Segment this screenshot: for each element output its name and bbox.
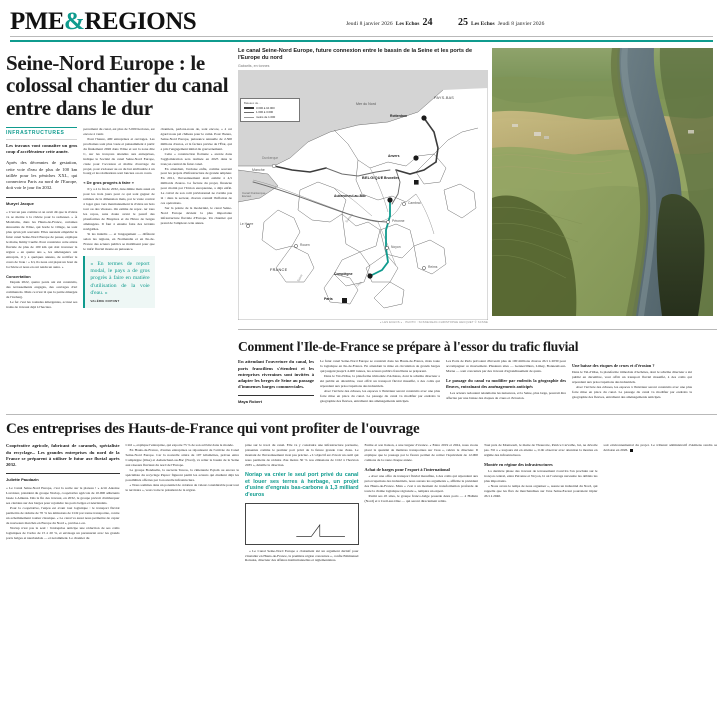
subhead-concertation: Concertation xyxy=(6,273,31,279)
bottom-column-3 xyxy=(245,443,359,563)
legend-swatch-thin-icon xyxy=(244,117,254,118)
legend-swatch-medium-icon xyxy=(244,112,254,113)
masthead xyxy=(6,0,717,34)
illustration-box xyxy=(245,503,359,545)
map-legend-item xyxy=(244,110,296,114)
body-paragraph: Avec l'arrivée des écluses, les espaces à l'intérieur seront construits avec une plus forte mise en place du canal. Le passage du canal va modifier par endroits la géographie des fleuves, entraînant des aménagements anticipés. xyxy=(320,389,440,404)
canal-seine-nord-route xyxy=(370,200,390,276)
city-dot-rouen xyxy=(294,244,297,247)
body-paragraph: Pour la coopérative, l'enjeu est avant tout logistique : le transport fluvial permettra de réduire de 70 % les émissions de CO2 par tonne transportée, contre un acheminement routier classique. « Le canal va aussi nous permettre de capter de nouveaux marchés en Europe du Nord », précise-t-on. xyxy=(6,505,120,525)
logo-text-post: REGIONS xyxy=(84,8,197,35)
city-dot-peronne xyxy=(386,220,389,223)
body-paragraph: « Avec une offre de transport fluvial massifiée, à des coûts qui répondent aux préoccupations des industriels, nous aurons les arguments », affirme le président des Hauts-de-France. Mais « c'est à un moment de transformation profonde de toute la chaîne logistique régionale », tempère un expert. xyxy=(364,474,478,494)
body-paragraph: Noriap n'est pas le seul : l'entreprise anticipe une réduction de ses coûts logistiques de l'ordre de 15 à 20 %, et envisage un partenariat avec les grands ports belges et néerlandais — et notamment. Le chantier du xyxy=(6,525,120,540)
idf-subhead-crues: Une baisse des risques de crues et d'érosion ? xyxy=(572,363,655,369)
map-figure xyxy=(238,48,488,324)
lead-story-right xyxy=(238,48,717,408)
map-legend xyxy=(240,98,300,122)
hero-photo xyxy=(492,48,713,316)
body-paragraph: Sur la pointe de la modernité, le canal Seine-Nord Europe devient la plus importante infrastructure fluviale d'Europe. Un chantier qui prend de l'ampleur cette année. xyxy=(160,206,232,226)
body-paragraph: « Le Canal Seine-Nord Europe a clairement été un argument décisif pour s'installer en Hauts-de-France, la première région concernée », confie Emmanuel Rotsaka, directeur des affaires institutionnelles et réglementaires. xyxy=(245,548,359,563)
map-label-belgique: BELGIQUE xyxy=(362,175,384,180)
map-label-rotterdam: Rotterdam xyxy=(390,113,407,118)
body-paragraph: Les Ports de Paris prévoient d'investir plus de 100 millions d'euros d'ici à 2030 pour accompagner ce mouvement. Plusieurs sites — Gennevilliers, Limay, Bonneuil-sur-Marne — sont concernés par des travaux d'agrandissement de quais. xyxy=(446,359,566,374)
masthead-accent-rule xyxy=(10,40,713,42)
body-paragraph: Le groupe Bonduelle, la sucrerie Tereos, la cimenterie Eqiom ou encore le spécialiste du recyclage Paprec figurent parmi les acteurs qui étudient déjà les possibilités offertes par la nouvelle infrastructure. xyxy=(125,468,239,483)
map-label-rouen: Rouen xyxy=(300,242,310,247)
idf-columns xyxy=(238,359,717,408)
body-paragraph: En Hauts-de-France, d'autres entreprises se réjouissent de l'arrivée du Canal Seine-Nord Europe. Car la nouvelle artère de 107 kilomètres, prévue entre Compiègne (Oise) et Aubencheul-au-Bac (Nord), va relier le bassin de la Seine aux réseaux fluviaux du nord de l'Europe. xyxy=(125,448,239,468)
body-paragraph: Parmi ses 45 sites, le groupe franco-belge possède deux ports — à Halluin (Nord) et à Creil-sur-Oise — qui seront directement reliés. xyxy=(364,494,478,504)
map-label-dunkerque: Dunkerque xyxy=(262,155,279,160)
map-label-seine: Seine xyxy=(296,273,304,283)
lead-story-left xyxy=(6,48,238,408)
map-credit: « LES ECHOS » · PHOTO : SCSNE/JEAN-CHRISTOPHE HECQUET © SCSNE xyxy=(379,320,488,324)
map-legend-item xyxy=(244,106,296,110)
map-label-france: FRANCE xyxy=(270,267,288,272)
bottom-column-6 xyxy=(604,443,718,563)
city-square-paris xyxy=(342,298,347,303)
section-kicker: INFRASTRUCTURES xyxy=(6,127,77,140)
idf-headline: Comment l'Ile-de-France se prépare à l'essor du trafic fluvial xyxy=(238,338,579,354)
map-label-reims: Reims xyxy=(428,264,438,269)
map-label-cambrai: Cambrai xyxy=(408,200,421,205)
body-paragraph: Si les intérêts — et l'engagement — diffèrent selon les régions, en Normandie et en Ile-de-France des acteurs publics se mobilisent pour que le trafic fluvial monte en puissance. xyxy=(83,231,155,251)
map-label-compiegne: Compiègne xyxy=(334,271,353,276)
pull-quote-attribution: VALÉRIE DUPONT xyxy=(90,299,120,304)
city-dot-noyon xyxy=(385,246,388,249)
map-label-aubencheul: Aubencheul-au-Bac xyxy=(334,193,366,198)
body-paragraph: soit environnemental du projet. Le tribunal administratif d'Amiens rendra sa décision en 2026. xyxy=(603,443,717,453)
bottom-column-5 xyxy=(484,443,598,563)
body-paragraph: « Nous avons le temps de nous organiser », assure un industriel du Nord, qui rappelle que les flux de marchandises sur l'axe Seine-Escaut pourraient tripler d'ici à 2040. xyxy=(484,484,598,499)
map-label-somme: Somme xyxy=(344,212,354,224)
map-label-lehavre: Le Havre xyxy=(240,221,254,226)
bottom-subhead-noriap: Noriap va créer le seul port privé du canal et louer ses terres à herbage, un projet d'usine d'engrais bas-carbone à 1,3 milliard d'euros xyxy=(245,472,359,498)
illustration-svg xyxy=(246,504,358,544)
page-title: Seine-Nord Europe : le colossal chantier du canal entre dans le dur xyxy=(6,51,229,120)
map-label-peronne: Péronne xyxy=(392,218,405,223)
end-mark xyxy=(630,449,633,452)
map-label-mer-du-nord: Mer du Nord xyxy=(356,101,376,106)
idf-column-1 xyxy=(238,359,314,408)
lead-summary: Les travaux vont connaître un gros coup d'accélérateur cette année. xyxy=(6,142,78,155)
map-label-noyon: Noyon xyxy=(391,244,401,249)
legend-swatch-thick-icon xyxy=(244,107,254,109)
bottom-columns xyxy=(6,443,717,563)
main-content xyxy=(6,48,717,408)
folio-right-page: 25 xyxy=(458,17,468,28)
body-paragraph: En attendant, l'ardoise enfle, comme souvent pour les projets d'infrastructure de grande ampleur. En 2011, l'investissement était estimé à 4,5 milliards d'euros. La facture du projet, financée pour moitié par l'Union européenne, a déjà enflé. Le calcul de son coût prévisionnel ne s'arrête pas là : dans le secteur, chacun connaît l'inflation de ces opérations. xyxy=(160,166,232,206)
idf-article xyxy=(238,329,717,408)
idf-column-4 xyxy=(572,359,692,408)
body-paragraph: CO2 », explique l'entreprise, qui exporte 75 % de son activité dans le monde. xyxy=(125,443,234,448)
folio-right-date: Jeudi 8 janvier 2026 xyxy=(497,21,545,27)
body-paragraph: Ferme et son liaison, a une largeur d'avance. « Entre 2019 et 2024, nous avons placé la quantité de matières transportées sur l'eau », relève le directeur. Il explique que le passage par le fleuve permet de retirer l'équivalent de 12.000 camions de la route chaque année. xyxy=(364,443,478,463)
body-paragraph: Avec l'arrivée des écluses, les espaces à l'intérieur seront construits avec une plus forte mise en place du canal. Le passage du canal va modifier par endroits la géographie des fleuves, entraînant des aménagements anticipés. xyxy=(572,385,692,400)
map-label-anvers: Anvers xyxy=(388,153,400,158)
body-paragraph: Pour l'heure, 400 entreprises et ouvrages. Les prochaines sont plus vaste et puissamment à partir du finalement 2026 dans l'Oise et sur la zone dite C, sur les tronçons attendus aux entreprises, indique le Société du canal Seine-Nord Europe, créée pour l'occasion et maître d'ouvrage du projet, pour s'adosser au ou du but attribuable à un bourg et les réalisations sont lancées ou en cours. xyxy=(83,136,155,176)
legend-label: 3.000 à 10.000 xyxy=(256,105,275,110)
map-legend-title: Bateaux de... xyxy=(244,100,261,105)
lead-column-2 xyxy=(83,127,154,311)
bottom-article xyxy=(6,414,717,563)
body-paragraph: Cette « construction flottante » ancrée dans l'agglomération sera réalisée en 2025 dans le tronçon central du futur canal. xyxy=(160,151,232,166)
idf-intro: En attendant l'ouverture du canal, les ports franciliens s'étendent et les entreprises riveraines sont invitées à adapter les berges de Seine au passage d'immenses barges commerciales. xyxy=(238,359,314,390)
body-paragraph: Les acteurs redoutent néanmoins les nuisances, et la Seine, plus large, pourrait être affectée par une baisse des risques de crues et d'érosion. xyxy=(446,391,566,401)
idf-subhead-passage: Le passage du canal va modifier par endroits la géographie des fleuves, entraînant des aménagements anticipés xyxy=(446,378,566,390)
city-dot-reims xyxy=(422,266,425,269)
bottom-column-1 xyxy=(6,443,120,563)
lead-column-3 xyxy=(161,127,232,311)
body-paragraph: chantiers, parlons-nous de, sont encore, « à cet égard nous pal château pour le camé. Pour l'heure, Seine-Nord Europe, puissance annuelle de 2.500 millions d'euros, et la facture prévue de l'État, qui a pris l'engagement initial du gouvernement. xyxy=(160,126,232,151)
bottom-column-2 xyxy=(126,443,240,563)
body-paragraph: Depuis 2022, quatre ponts ont été construits, des terrassements engagés, des ouvrages d'art commencés. Mais ce n'est là que la partie émergée de l'iceberg. xyxy=(6,280,78,300)
city-dot-dunkerque xyxy=(272,164,276,168)
idf-column-2 xyxy=(320,359,440,408)
body-paragraph: Dans le Val-d'Oise, la plateforme trimodale d'Achères, dont le schéma directeur a été publié en décembre, veut offrir un transport fluvial massifié, à des coûts qui répondent aux préoccupations des industriels. xyxy=(320,374,440,389)
hero-photo-svg xyxy=(492,48,713,316)
logo-text-pre: PME xyxy=(10,8,65,35)
body-paragraph: percement du canal, est plus de 5.000 hectares, est encore à venir. xyxy=(83,126,155,136)
subhead-progres: « De gros progrès à faire » xyxy=(83,180,134,186)
city-dot-cambrai xyxy=(402,202,405,205)
legend-label: moins de 1.000 xyxy=(256,114,276,119)
map-legend-item xyxy=(244,115,296,119)
map-label-bruxelles: Bruxelles xyxy=(384,175,400,180)
bottom-lede: Coopérative agricole, fabricant de caramels, spécialiste du recyclage... Les grandes entreprises du nord de la France se préparent à utiliser le futur axe fluvial après 2032. xyxy=(6,443,120,468)
map-subtitle: Gabarits, en tonnes xyxy=(238,63,270,68)
idf-byline: Maya Robert xyxy=(238,395,314,405)
logo-ampersand: & xyxy=(64,8,85,35)
body-paragraph: La dernière phase des travaux de terrassement s'ouvrira l'an prochain sur le tronçon central, entre Péronne et Noyon, là où l'ouvrage nécessite les déblais les plus importants. xyxy=(484,469,598,484)
city-dot-anvers xyxy=(413,155,418,160)
body-paragraph: Dans le Val-d'Oise, la plateforme trimodale d'Achères, dont le schéma directeur a été publié en décembre, veut offrir un transport fluvial massifié, à des coûts qui répondent aux préoccupations des industriels. xyxy=(572,370,692,385)
folio-right xyxy=(458,17,544,28)
body-paragraph: prise sur le tracé du canal. Elle va y construire une infrastructure portuaire, présentée comme le premier port privé de la future grande voie d'eau. Le montant de l'investissement n'est pas précisé. « L'objectif est d'avoir un outil qui nous permette de réduire d'au moins 30 % nos émissions de CO2 à l'horizon 2035 », détaille la direction. xyxy=(245,443,359,468)
map-label-canal-dunkerque-escaut: Canal Dunkerque-Escaut xyxy=(242,190,267,199)
folio-left-brand: Les Echos xyxy=(395,21,420,27)
lead-column-1 xyxy=(6,127,77,311)
masthead-rule xyxy=(10,36,713,37)
city-square-bruxelles xyxy=(414,180,419,185)
pull-quote-text: « En termes de report modal, le pays a de gros progrès à faire en matière d'utilisation de la voie d'eau. » xyxy=(90,260,150,296)
city-dot-rotterdam xyxy=(421,115,426,120)
map-label-manche: Manche xyxy=(252,167,265,172)
map-title: Le canal Seine-Nord Europe, future connexion entre le bassin de la Seine et les ports de l'Europe du nord xyxy=(238,48,473,61)
legend-label: 1.000 à 3.000 xyxy=(256,110,274,115)
body-paragraph: « C'est un peu comme si on avait dit que la rivière va se mettre à la rivière pour la redresser. » À Moislains, dans les Hauts-de-France, certaines sinuosités de l'Oise, qui borde le village, ne sont plus qu'un joli souvenir. Elles auraient empêché le futur canal Seine-Nord Europe de passer, explique le maire, Rémy Cuellé. Pour construire cette artère fluviale de plus de 100 km qui doit traverser la région « en quatre ans », les aménageurs ont entrepris, il y a quelques années, de rectifier le cours de l'eau : « Ici, ils nous ont piqué un bout de la rivière et nous en ont rendu un autre. » xyxy=(6,210,78,269)
body-paragraph: Le futur canal Seine-Nord Europe se construit dans les Hauts-de-France, mais toute la logistique en Ile-de-France. En attendant la mise en circulation de grands barges qui jaugent jusqu'à 4.400 tonnes, les acteurs publics franciliens se préparent. xyxy=(320,359,440,374)
bottom-headline: Ces entreprises des Hauts-de-France qui vont profiter de l'ouvrage xyxy=(6,421,420,438)
byline-main: Muryel Jacque xyxy=(6,197,77,207)
pull-quote xyxy=(83,256,154,308)
body-paragraph: Il y a à la fin de 2032, date-limite mais aussi en pour les trois jours pour ce qui sont gagner de remises de la dimension mais, par le vaste contrat à loger gare vers mentionnement la rivière un bois tout ou des vitesses. On estime de repor- ter tous les repos, sans doute avant le passif des plateformes de Bruyères et du Havre de berges aménagées. Il faut à ensuite faire des terrains navigables. xyxy=(83,187,155,231)
map-label-oise: Oise xyxy=(355,280,363,288)
lead-story-columns xyxy=(6,127,232,311)
map-canvas xyxy=(238,70,488,320)
bottom-column-4 xyxy=(365,443,479,563)
body-paragraph: Le fer c'est les roulades émergentes, accusé ses trains de travaux déjà à l'hectare. xyxy=(6,300,78,310)
map-label-pays-bas: PAYS-BAS xyxy=(434,95,455,100)
city-dot-aubencheul xyxy=(387,197,392,202)
folio-right-brand: Les Echos xyxy=(471,21,495,27)
bottom-subhead-barges: Achat de barges pour l'export à l'international xyxy=(364,467,450,473)
body-paragraph: « Nous sommes dans un potentiel de création de valeur considérable pour tout le territoire », veut croire le président de la région. xyxy=(125,483,239,493)
lead-summary-2: Après des décennies de gestation, cette voie d'eau de plus de 100 km taillée pour les péniches XXL, qui connectera Paris au nord de l'Europe, doit voir le jour fin 2032. xyxy=(6,160,78,191)
bottom-subhead-montee: Montée en régime des infrastructures xyxy=(484,462,553,468)
body-paragraph: Tout près de Montsoult, le maire de Thourotte, Patrice Carvalho, lui, ne dévoile pas. S'il a « toujours été en attente », il dit observer avec attention la montée en régime des infrastructures. xyxy=(484,443,598,458)
folio-left xyxy=(346,17,432,28)
body-paragraph: « Le Canal Seine-Nord Europe, c'est la sortie sur le plateau ! » écrit Antoine Lavoisier, président du groupe Noriap, coopérative agricole de 10.000 adhérents basée à Amiens. Dès la fin des travaux, en 2032, le groupe prévoit d'embarquer ses céréales sur des barges pour rejoindre les ports belges et néerlandais. xyxy=(6,485,120,505)
bottom-byline: Juliette Paudazin xyxy=(6,473,120,483)
folio-left-date: Jeudi 8 janvier 2026 xyxy=(346,21,393,27)
media-row xyxy=(238,48,717,324)
folio-left-page: 24 xyxy=(422,17,433,28)
city-dot-compiegne xyxy=(367,273,372,278)
map-label-paris: Paris xyxy=(324,296,333,301)
idf-column-3 xyxy=(446,359,566,408)
publication-logo xyxy=(6,9,196,34)
